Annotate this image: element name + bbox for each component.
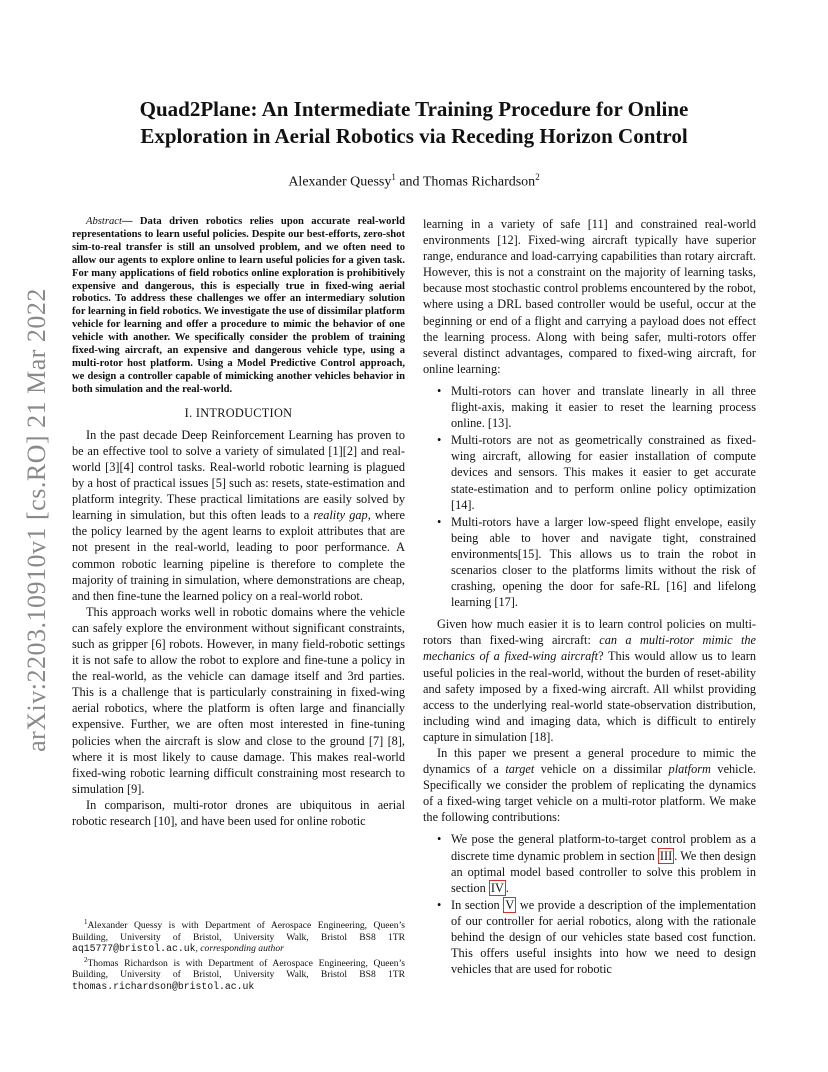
arxiv-identifier-sidebar [22, 280, 52, 760]
intro-paragraph-1-text-a: In the past decade Deep Reinforcement Learning has proven to be an effective tool to solve a variety of simulated [1][2] and real-world [3][4] control tasks. Real-world robotic learning is plagued by a host of practical issues [5] such as: resets, state-estimation and platform integrity. These practical limitations are easily solved by learning in simulation, but this often leads to a [72, 427, 405, 523]
paper-title-line-2: Exploration in Aerial Robotics via Receding Horizon Control [140, 124, 688, 148]
intro-paragraph-4-text-b: ? This would allow us to learn useful policies in the real-world, without the burden of reset-ability and safety imposed by a fixed-wing aircraft. All whilst providing access to the underlying real-world state-observation distribution, including wind and imaging data, which is difficult to entirely capture in simulation [18]. [423, 649, 756, 744]
intro-paragraph-5-text-b: vehicle on a dissimilar [534, 762, 669, 777]
contribution-item-1 [451, 831, 756, 895]
paper-title [80, 96, 748, 150]
footnote-2-email[interactable]: thomas.richardson@bristol.ac.uk [72, 980, 255, 992]
abstract-label: Abstract [86, 216, 122, 227]
reality-gap-term: reality gap [313, 508, 368, 523]
paper-title-line-1: Quad2Plane: An Intermediate Training Procedure for Online [139, 97, 689, 121]
footnote-2 [72, 955, 405, 993]
intro-paragraph-4 [423, 616, 756, 745]
footnote-2-mark: 2 [84, 955, 88, 964]
abstract-text: — Data driven robotics relies upon accurate real-world representations to learn useful policies. Despite our best-efforts, zero-shot sim-to-real transfer is still an unsolved problem, and we often need to allow our agents to explore online to learn useful policies for a given task. For many applications of field robotics online exploration is prohibitively expensive and dangerous, this is especially true in fixed-wing aerial robotics. To address these challenges we offer an intermediary solution for learning in field robotics. We investigate the use of dissimilar platform vehicle for learning and offer a procedure to mimic the behavior of one vehicle with another. We specifically consider the problem of training fixed-wing aircraft, an expensive and dangerous vehicle type, using a multi-rotor host platform. Using a Model Predictive Control approach, we design a controller capable of mimicking another vehicles behavior in both simulation and the real-world. [72, 216, 405, 395]
footnote-1-note: , corresponding author [195, 943, 284, 955]
author-affiliation-mark-1: 1 [391, 172, 396, 182]
footnote-1-email[interactable]: aq15777@bristol.ac.uk [72, 943, 196, 955]
footnote-1-mark: 1 [84, 918, 88, 926]
target-term: target [505, 762, 535, 777]
author-separator: and [395, 174, 423, 190]
intro-paragraph-5-text-a: In this paper we present a general procedure to mimic the dynamics of a [423, 746, 756, 777]
contributions-list [423, 831, 756, 977]
intro-paragraph-1 [72, 427, 405, 604]
author-name-2: Thomas Richardson [422, 174, 536, 190]
abstract [72, 216, 405, 397]
research-question: can a multi-rotor mimic the mechanics of a fixed-wing aircraft [423, 633, 756, 664]
right-column [423, 216, 756, 983]
contribution-item-1-text-c: . [505, 880, 509, 895]
contribution-item-2-text-b: we provide a description of the implementation of our controller for aerial robotics, along with the rationale behind the design of our vehicles state based cost function. This offers useful insights into how we need to design vehicles that are used for robotic [451, 897, 756, 977]
author-name-1: Alexander Quessy [288, 174, 392, 190]
intro-paragraph-3-continued: learning in a variety of safe [11] and constrained real-world environments [12]. Fixed-wing aircraft typically have superior range, endurance and load-carrying capabilities than rotary aircraft. However, this is not a constraint on the majority of learning tasks, because most stochastic control problems encountered by the robot, where using a DRL based controller would be useful, occur at the beginning or end of a flight and carrying a payload does not effect the learning process. Along with being safer, multi-rotors offer several distinct advantages, compared to fixed-wing aircraft, for online learning: [423, 217, 756, 376]
intro-paragraph-5 [423, 745, 756, 825]
section-link-iv[interactable]: IV [490, 880, 504, 895]
intro-paragraph-2: This approach works well in robotic domains where the vehicle can safely explore the environment without significant constraints, such as gripper [6] robots. However, in many field-robotic settings it is not safe to allow the robot to explore and fine-tune a policy in the real-world, as the vehicle can damage itself and 3rd parties. This is a challenge that is particularly constraining in fixed-wing aerial robotics, where the platform is often large and financially expensive. Further, we are often most interested in fine-tuning policies when the aircraft is slow and close to the ground [7] [8], where it is most likely to cause damage. This makes real-world fixed-wing robotic learning difficult constraining most research to simulation [9]. [72, 604, 405, 796]
intro-paragraph-5-text-c: vehicle. Specifically we consider the problem of replicating the dynamics of a fixed-wing target vehicle on a multi-rotor platform. We make the following contributions: [423, 762, 757, 825]
advantage-item-2: • Multi-rotors are not as geometrically constrained as fixed-wing aircraft, allowing for easier installation of compute devices and sensors. This makes it easier to get accurate state-estimation and to perform online policy optimization [14]. [451, 432, 756, 512]
section-heading-introduction: I. INTRODUCTION [184, 405, 293, 420]
advantages-list [423, 383, 756, 610]
arxiv-identifier[interactable]: arXiv:2203.10910v1 [cs.RO] 21 Mar 2022 [22, 288, 51, 752]
left-column [72, 216, 405, 829]
author-list [80, 172, 748, 191]
contribution-item-1-text-a: We pose the general platform-to-target control problem as a discrete time dynamic problem in section [451, 832, 756, 863]
contribution-item-1-text-b: . We then design an optimal model based controller to solve this problem in section [451, 848, 756, 895]
advantage-item-3: • Multi-rotors have a larger low-speed flight envelope, easily being able to hover and navigate tight, constrained environments[15]. This allows us to train the robot in scenarios closer to the platforms limits without the risk of crashing, opening the door for safe-RL [16] and lifelong learning [17]. [451, 514, 756, 611]
intro-paragraph-3: In comparison, multi-rotor drones are ubiquitous in aerial robotic research [10], and have been used for online robotic [72, 797, 405, 829]
platform-term: platform [668, 762, 711, 777]
intro-paragraph-1-text-b: , where the policy learned by the agent learns to exploit attributes that are not present in the real-world, leading to poor performance. A common robotic learning pipeline is therefore to complete the majority of training in simulation, where demonstrations are cheap, and then fine-tune the learned policy on a real-world robot. [72, 508, 405, 603]
footnote-2-text: Thomas Richardson is with Department of Aerospace Engineering, Queen’s Building, University of Bristol, University Walk, Bristol BS8 1TR [72, 957, 405, 981]
section-link-iii[interactable]: III [659, 848, 673, 863]
section-link-v[interactable]: V [505, 897, 515, 912]
contribution-item-2-text-a: In section [451, 897, 504, 912]
advantage-item-1: • Multi-rotors can hover and translate linearly in all three flight-axis, making it easier to reset the learning process online. [13]. [451, 383, 756, 431]
contribution-item-2 [451, 897, 756, 977]
footnote-1 [72, 917, 405, 955]
author-affiliation-mark-2: 2 [535, 172, 540, 182]
footnote-1-text: Alexander Quessy is with Department of Aerospace Engineering, Queen’s Building, University of Bristol, University Walk, Bristol BS8 1TR [72, 920, 405, 943]
footnotes [72, 917, 405, 992]
intro-paragraph-4-text-a: Given how much easier it is to learn control policies on multi-rotors than fixed-wing aircraft: [423, 617, 756, 648]
